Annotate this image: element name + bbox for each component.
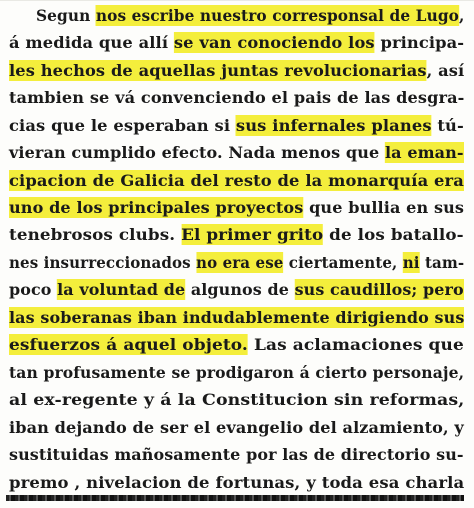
text-line [9,414,464,442]
text-segment: vieran cumplido efecto. Nada menos que [9,143,385,162]
text-line [9,359,464,387]
text-line [9,84,464,112]
text-segment: Las aclamaciones que [247,335,464,354]
text-segment: que bullia en sus [303,198,465,217]
text-segment: , así [426,61,465,80]
text-segment: tan profusamente se prodigaron á cierto personaje, [9,363,465,382]
text-line [9,249,464,277]
highlighted-text: nos escribe nuestro corresponsal de Lugo [95,6,460,25]
text-line [9,304,464,332]
text-segment: tambien se vá convenciendo el pais de las desgra- [9,88,465,107]
text-segment: ciertamente, [283,253,403,272]
highlighted-text: se van conociendo los [173,33,375,52]
text-segment: , [459,6,465,25]
text-segment: principa- [374,33,465,52]
text-segment: premo , nivelacion de fortunas, y toda esa charla [9,473,465,492]
text-line [9,221,464,249]
highlighted-text: les hechos de aquellas juntas revolucionarias [9,61,427,80]
text-line [9,194,464,222]
text-line [9,167,464,195]
text-segment: nes insurreccionados [9,253,197,272]
text-segment: á medida que allí [9,33,174,52]
highlighted-text: uno de los principales proyectos [9,198,304,217]
highlighted-text: no era ese [196,253,284,272]
text-line [36,2,464,30]
highlighted-text: El primer grito [181,225,324,244]
text-segment: cias que le esperaban si [9,116,236,135]
highlighted-text: sus caudillos; pero [294,280,464,299]
text-line [9,139,464,167]
text-segment: de los batallo- [323,225,464,244]
text-line [9,112,464,140]
highlighted-text: sus infernales planes [235,116,432,135]
text-line [9,469,464,497]
highlighted-text: ni [402,253,420,272]
text-segment: poco [9,280,58,299]
text-line [9,57,464,85]
text-line [9,441,464,469]
page-divider-rule [6,495,464,501]
text-line [9,386,464,414]
highlighted-text: cipacion de Galicia del resto de la monarquía era [9,171,464,190]
text-segment: iban dejando de ser el evangelio del alzamiento, y [9,418,464,437]
text-line [9,331,464,359]
text-segment: algunos de [185,280,295,299]
page-edge [0,0,474,1]
text-line [9,29,464,57]
highlighted-text: la voluntad de [57,280,186,299]
text-segment: sustituidas mañosamente por las de directorio su- [9,445,464,464]
text-segment: al ex-regente y á la Constitucion sin reformas, [9,390,465,409]
highlighted-text: esfuerzos á aquel objeto. [9,335,248,354]
text-segment: Segun [36,6,96,25]
text-segment: tú- [431,116,464,135]
highlighted-text: la eman- [384,143,464,162]
text-line [9,276,464,304]
text-segment: tenebrosos clubs. [9,225,182,244]
highlighted-text: las soberanas iban indudablemente dirigiendo sus [9,308,465,327]
text-segment: tam- [419,253,465,272]
